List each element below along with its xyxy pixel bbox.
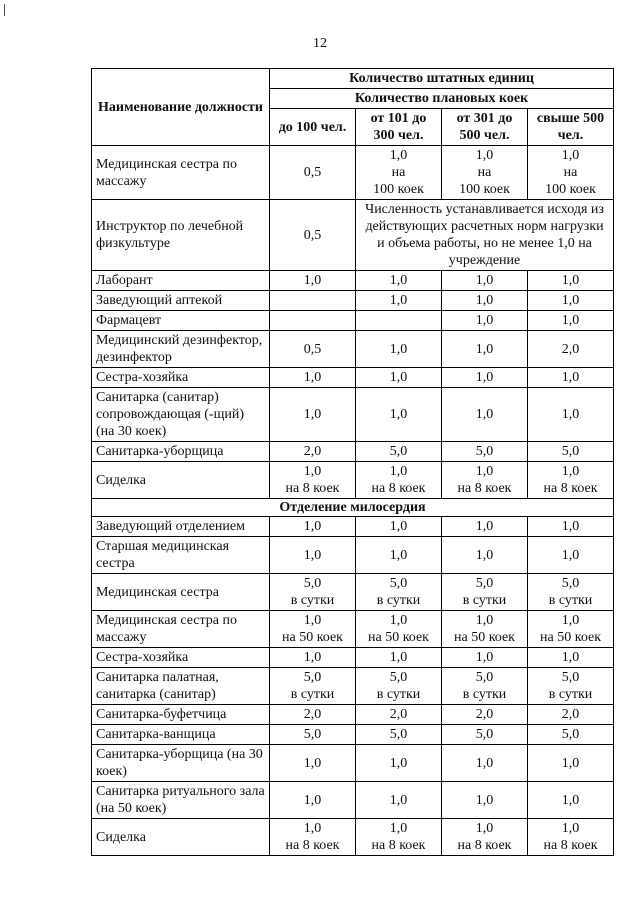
value-cell: 1,0 [270, 782, 356, 819]
value-cell: 1,0 на 50 коек [356, 611, 442, 648]
value-cell: 1,0 [528, 271, 614, 291]
value-cell: 1,0 [528, 537, 614, 574]
section-row [92, 499, 614, 517]
value-cell: 1,0 на 8 коек [442, 819, 528, 856]
table-row [92, 462, 614, 499]
value-cell [356, 311, 442, 331]
value-cell: 2,0 [270, 705, 356, 725]
table-row [92, 388, 614, 442]
header-position-name: Наименование должности [92, 69, 270, 146]
table-row [92, 442, 614, 462]
value-cell: 1,0 [528, 291, 614, 311]
value-cell: 1,0 [270, 271, 356, 291]
position-name-cell: Заведующий отделением [92, 517, 270, 537]
table-row [92, 705, 614, 725]
table-row [92, 745, 614, 782]
value-cell: 2,0 [528, 331, 614, 368]
value-cell: 2,0 [356, 705, 442, 725]
value-cell: 5,0 [270, 725, 356, 745]
value-cell: 1,0 [528, 782, 614, 819]
value-cell: 5,0 [528, 442, 614, 462]
position-name-cell: Заведующий аптекой [92, 291, 270, 311]
value-cell: 1,0 на 50 коек [442, 611, 528, 648]
value-cell: 1,0 [528, 745, 614, 782]
value-cell: 5,0 в сутки [442, 574, 528, 611]
position-name-cell: Сестра-хозяйка [92, 368, 270, 388]
position-name-cell: Сиделка [92, 819, 270, 856]
value-cell: 1,0 на 8 коек [528, 819, 614, 856]
value-cell: 1,0 [270, 388, 356, 442]
value-cell: Численность устанавливается исходя из действующих расчетных норм нагрузки и объема работы, но не менее 1,0 на учреждение [356, 200, 614, 271]
value-cell: 1,0 [528, 368, 614, 388]
table-row [92, 146, 614, 200]
value-cell: 1,0 [356, 271, 442, 291]
header-staff-units: Количество штатных единиц [270, 69, 614, 89]
position-name-cell: Санитарка ритуального зала (на 50 коек) [92, 782, 270, 819]
table-row [92, 819, 614, 856]
value-cell: 1,0 [356, 517, 442, 537]
position-name-cell: Медицинская сестра [92, 574, 270, 611]
table-row [92, 517, 614, 537]
value-cell: 1,0 [528, 311, 614, 331]
table-row [92, 311, 614, 331]
table-row [92, 725, 614, 745]
value-cell: 1,0 [356, 782, 442, 819]
value-cell: 1,0 [442, 311, 528, 331]
position-name-cell: Санитарка-уборщица (на 30 коек) [92, 745, 270, 782]
value-cell: 1,0 [442, 517, 528, 537]
section-mercy-department [92, 499, 614, 517]
value-cell: 1,0 [270, 745, 356, 782]
value-cell: 5,0 в сутки [442, 668, 528, 705]
header-col-up-to-100: до 100 чел. [270, 109, 356, 146]
position-name-cell: Санитарка-уборщица [92, 442, 270, 462]
page-number: 12 [313, 36, 327, 51]
position-name-cell: Старшая медицинская сестра [92, 537, 270, 574]
value-cell: 1,0 [442, 782, 528, 819]
value-cell: 1,0 [528, 517, 614, 537]
value-cell: 1,0 на 50 коек [270, 611, 356, 648]
value-cell: 5,0 в сутки [528, 668, 614, 705]
staffing-table [91, 68, 614, 856]
value-cell: 1,0 на 8 коек [270, 819, 356, 856]
value-cell: 1,0 [442, 331, 528, 368]
value-cell: 1,0 [356, 648, 442, 668]
value-cell: 1,0 [356, 388, 442, 442]
value-cell: 1,0 [270, 368, 356, 388]
value-cell: 0,5 [270, 146, 356, 200]
value-cell [270, 291, 356, 311]
value-cell [270, 311, 356, 331]
value-cell: 1,0 [442, 648, 528, 668]
position-name-cell: Санитарка-ванщица [92, 725, 270, 745]
value-cell: 1,0 [356, 368, 442, 388]
table-row [92, 782, 614, 819]
value-cell: 2,0 [270, 442, 356, 462]
position-name-cell: Сестра-хозяйка [92, 648, 270, 668]
value-cell: 1,0 на 50 коек [528, 611, 614, 648]
table-row [92, 368, 614, 388]
position-name-cell: Медицинская сестра по массажу [92, 146, 270, 200]
value-cell: 1,0 [270, 517, 356, 537]
section-title: Отделение милосердия [92, 499, 614, 517]
value-cell: 1,0 на 8 коек [356, 462, 442, 499]
value-cell: 5,0 в сутки [356, 668, 442, 705]
position-name-cell: Санитарка-буфетчица [92, 705, 270, 725]
value-cell: 1,0 на 8 коек [356, 819, 442, 856]
value-cell: 1,0 [356, 745, 442, 782]
value-cell: 2,0 [442, 705, 528, 725]
table-body-mercy [92, 517, 614, 856]
value-cell: 1,0 на 100 коек [442, 146, 528, 200]
header-planned-beds: Количество плановых коек [270, 89, 614, 109]
position-name-cell: Инструктор по лечебной физкультуре [92, 200, 270, 271]
table-row [92, 537, 614, 574]
value-cell: 5,0 в сутки [270, 574, 356, 611]
value-cell: 1,0 на 8 коек [270, 462, 356, 499]
value-cell: 2,0 [528, 705, 614, 725]
table-row [92, 611, 614, 648]
table-row [92, 648, 614, 668]
header-col-301-500: от 301 до 500 чел. [442, 109, 528, 146]
value-cell: 1,0 [442, 388, 528, 442]
value-cell: 1,0 [442, 291, 528, 311]
value-cell: 1,0 на 8 коек [528, 462, 614, 499]
position-name-cell: Сиделка [92, 462, 270, 499]
table-row [92, 291, 614, 311]
value-cell: 1,0 [528, 648, 614, 668]
value-cell: 5,0 [356, 442, 442, 462]
value-cell: 1,0 [442, 271, 528, 291]
header-col-101-300: от 101 до 300 чел. [356, 109, 442, 146]
position-name-cell: Медицинский дезинфектор, дезинфектор [92, 331, 270, 368]
table-row [92, 574, 614, 611]
value-cell: 1,0 [356, 291, 442, 311]
header-col-over-500: свыше 500 чел. [528, 109, 614, 146]
position-name-cell: Лаборант [92, 271, 270, 291]
value-cell: 1,0 [356, 537, 442, 574]
value-cell: 5,0 [442, 725, 528, 745]
scan-edge-mark [4, 4, 5, 16]
value-cell: 1,0 [442, 537, 528, 574]
value-cell: 1,0 [442, 368, 528, 388]
value-cell: 1,0 [356, 331, 442, 368]
value-cell: 0,5 [270, 200, 356, 271]
value-cell: 5,0 в сутки [528, 574, 614, 611]
value-cell: 1,0 [528, 388, 614, 442]
table-row [92, 200, 614, 271]
table-row [92, 271, 614, 291]
position-name-cell: Медицинская сестра по массажу [92, 611, 270, 648]
table-row [92, 331, 614, 368]
value-cell: 5,0 в сутки [356, 574, 442, 611]
value-cell: 0,5 [270, 331, 356, 368]
position-name-cell: Санитарка (санитар) сопровождающая (-щий) (на 30 коек) [92, 388, 270, 442]
value-cell: 5,0 в сутки [270, 668, 356, 705]
table-row [92, 668, 614, 705]
value-cell: 1,0 [270, 537, 356, 574]
value-cell: 5,0 [356, 725, 442, 745]
table-header [92, 69, 614, 146]
table-body-main [92, 146, 614, 499]
value-cell: 1,0 на 8 коек [442, 462, 528, 499]
value-cell: 1,0 [442, 745, 528, 782]
value-cell: 1,0 на 100 коек [356, 146, 442, 200]
value-cell: 5,0 [528, 725, 614, 745]
value-cell: 1,0 на 100 коек [528, 146, 614, 200]
value-cell: 1,0 [270, 648, 356, 668]
position-name-cell: Санитарка палатная, санитарка (санитар) [92, 668, 270, 705]
position-name-cell: Фармацевт [92, 311, 270, 331]
value-cell: 5,0 [442, 442, 528, 462]
